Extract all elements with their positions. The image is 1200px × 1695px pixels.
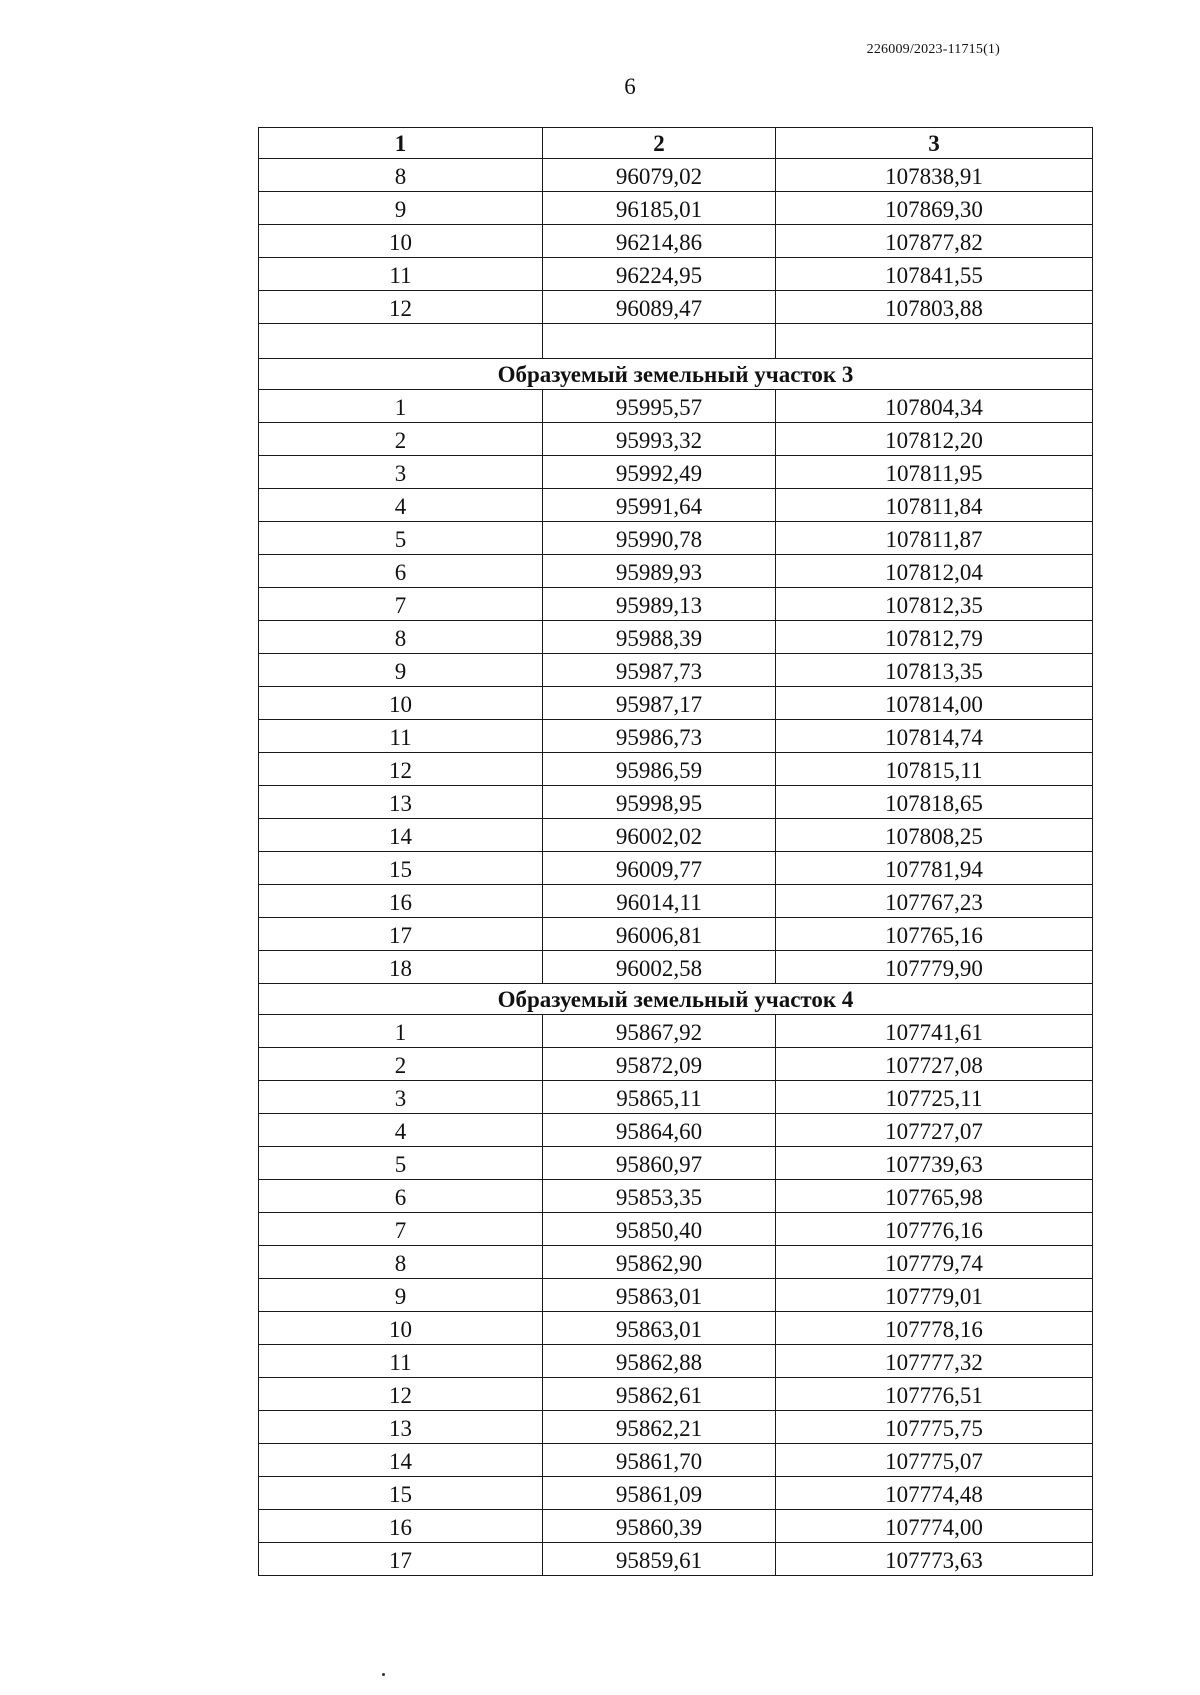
- table-row: [259, 1015, 1093, 1048]
- table-row: [259, 1345, 1093, 1378]
- point-number-cell: 15: [259, 852, 543, 885]
- x-coordinate-cell: 96079,02: [543, 159, 776, 192]
- point-number-cell: 13: [259, 786, 543, 819]
- table-row: [259, 456, 1093, 489]
- x-coordinate-cell: 95850,40: [543, 1213, 776, 1246]
- point-number-cell: 8: [259, 159, 543, 192]
- point-number-cell: 13: [259, 1411, 543, 1444]
- table-row: [259, 390, 1093, 423]
- y-coordinate-cell: 107808,25: [776, 819, 1093, 852]
- table-row: [259, 951, 1093, 984]
- y-coordinate-cell: 107841,55: [776, 258, 1093, 291]
- y-coordinate-cell: 107776,51: [776, 1378, 1093, 1411]
- point-number-cell: 12: [259, 753, 543, 786]
- x-coordinate-cell: 96185,01: [543, 192, 776, 225]
- x-coordinate-cell: 96089,47: [543, 291, 776, 324]
- x-coordinate-cell: 95861,70: [543, 1444, 776, 1477]
- table-row: [259, 753, 1093, 786]
- x-coordinate-cell: 95989,93: [543, 555, 776, 588]
- y-coordinate-cell: 107803,88: [776, 291, 1093, 324]
- table-row: [259, 423, 1093, 456]
- point-number-cell: 4: [259, 489, 543, 522]
- point-number-cell: 12: [259, 1378, 543, 1411]
- y-coordinate-cell: 107765,98: [776, 1180, 1093, 1213]
- y-coordinate-cell: 107815,11: [776, 753, 1093, 786]
- table-row: [259, 1114, 1093, 1147]
- x-coordinate-cell: 96014,11: [543, 885, 776, 918]
- y-coordinate-cell: 107781,94: [776, 852, 1093, 885]
- y-coordinate-cell: 107774,00: [776, 1510, 1093, 1543]
- x-coordinate-cell: 95995,57: [543, 390, 776, 423]
- table-row: [259, 522, 1093, 555]
- x-coordinate-cell: 95859,61: [543, 1543, 776, 1576]
- point-number-cell: 11: [259, 720, 543, 753]
- table-row: [259, 489, 1093, 522]
- table-row: [259, 1312, 1093, 1345]
- y-coordinate-cell: 107818,65: [776, 786, 1093, 819]
- x-coordinate-cell: 95989,13: [543, 588, 776, 621]
- table-row: [259, 720, 1093, 753]
- x-coordinate-cell: 95862,21: [543, 1411, 776, 1444]
- point-number-cell: 18: [259, 951, 543, 984]
- point-number-cell: 10: [259, 687, 543, 720]
- table-row: [259, 621, 1093, 654]
- point-number-cell: 6: [259, 555, 543, 588]
- point-number-cell: 7: [259, 1213, 543, 1246]
- x-coordinate-cell: 95862,61: [543, 1378, 776, 1411]
- y-coordinate-cell: 107767,23: [776, 885, 1093, 918]
- y-coordinate-cell: 107778,16: [776, 1312, 1093, 1345]
- point-number-cell: 8: [259, 1246, 543, 1279]
- x-coordinate-cell: 96214,86: [543, 225, 776, 258]
- y-coordinate-cell: 107812,79: [776, 621, 1093, 654]
- point-number-cell: 9: [259, 192, 543, 225]
- coordinates-table: [258, 127, 1093, 1576]
- x-coordinate-cell: 95862,88: [543, 1345, 776, 1378]
- y-coordinate-cell: 107813,35: [776, 654, 1093, 687]
- table-row: [259, 1180, 1093, 1213]
- point-number-cell: 17: [259, 1543, 543, 1576]
- y-coordinate-cell: 107877,82: [776, 225, 1093, 258]
- point-number-cell: 9: [259, 654, 543, 687]
- table-row: [259, 588, 1093, 621]
- y-coordinate-cell: 107776,16: [776, 1213, 1093, 1246]
- empty-cell: [776, 324, 1093, 359]
- x-coordinate-cell: 95861,09: [543, 1477, 776, 1510]
- table-row: [259, 1444, 1093, 1477]
- section-title: Образуемый земельный участок 4: [259, 984, 1093, 1015]
- y-coordinate-cell: 107814,74: [776, 720, 1093, 753]
- x-coordinate-cell: 96224,95: [543, 258, 776, 291]
- table-row: [259, 1411, 1093, 1444]
- table-body: [259, 159, 1093, 1576]
- y-coordinate-cell: 107812,20: [776, 423, 1093, 456]
- table-row: [259, 291, 1093, 324]
- point-number-cell: 5: [259, 522, 543, 555]
- x-coordinate-cell: 96002,58: [543, 951, 776, 984]
- table-row: [259, 225, 1093, 258]
- x-coordinate-cell: 95863,01: [543, 1312, 776, 1345]
- point-number-cell: 3: [259, 456, 543, 489]
- y-coordinate-cell: 107838,91: [776, 159, 1093, 192]
- x-coordinate-cell: 95864,60: [543, 1114, 776, 1147]
- x-coordinate-cell: 95987,17: [543, 687, 776, 720]
- x-coordinate-cell: 95860,39: [543, 1510, 776, 1543]
- column-header-3: 3: [776, 128, 1093, 159]
- table-row: [259, 687, 1093, 720]
- point-number-cell: 9: [259, 1279, 543, 1312]
- x-coordinate-cell: 95991,64: [543, 489, 776, 522]
- point-number-cell: 15: [259, 1477, 543, 1510]
- point-number-cell: 11: [259, 1345, 543, 1378]
- y-coordinate-cell: 107779,90: [776, 951, 1093, 984]
- table-row: [259, 1246, 1093, 1279]
- x-coordinate-cell: 95867,92: [543, 1015, 776, 1048]
- y-coordinate-cell: 107812,35: [776, 588, 1093, 621]
- document-number: 226009/2023-11715(1): [866, 42, 1000, 57]
- point-number-cell: 3: [259, 1081, 543, 1114]
- x-coordinate-cell: 95865,11: [543, 1081, 776, 1114]
- y-coordinate-cell: 107869,30: [776, 192, 1093, 225]
- table-row: [259, 819, 1093, 852]
- table-row: [259, 786, 1093, 819]
- y-coordinate-cell: 107774,48: [776, 1477, 1093, 1510]
- point-number-cell: 11: [259, 258, 543, 291]
- y-coordinate-cell: 107725,11: [776, 1081, 1093, 1114]
- column-header-1: 1: [259, 128, 543, 159]
- x-coordinate-cell: 95993,32: [543, 423, 776, 456]
- x-coordinate-cell: 95986,73: [543, 720, 776, 753]
- table-row: [259, 258, 1093, 291]
- x-coordinate-cell: 95990,78: [543, 522, 776, 555]
- point-number-cell: 14: [259, 1444, 543, 1477]
- x-coordinate-cell: 95992,49: [543, 456, 776, 489]
- table-row: [259, 1543, 1093, 1576]
- empty-cell: [259, 324, 543, 359]
- column-header-2: 2: [543, 128, 776, 159]
- y-coordinate-cell: 107775,75: [776, 1411, 1093, 1444]
- y-coordinate-cell: 107765,16: [776, 918, 1093, 951]
- table-row: [259, 918, 1093, 951]
- x-coordinate-cell: 95986,59: [543, 753, 776, 786]
- point-number-cell: 2: [259, 423, 543, 456]
- table-row: [259, 1213, 1093, 1246]
- table-row: [259, 654, 1093, 687]
- x-coordinate-cell: 95988,39: [543, 621, 776, 654]
- y-coordinate-cell: 107779,01: [776, 1279, 1093, 1312]
- y-coordinate-cell: 107727,08: [776, 1048, 1093, 1081]
- x-coordinate-cell: 95998,95: [543, 786, 776, 819]
- table-row: [259, 852, 1093, 885]
- x-coordinate-cell: 95987,73: [543, 654, 776, 687]
- point-number-cell: 7: [259, 588, 543, 621]
- y-coordinate-cell: 107739,63: [776, 1147, 1093, 1180]
- point-number-cell: 8: [259, 621, 543, 654]
- table-row: [259, 555, 1093, 588]
- x-coordinate-cell: 95862,90: [543, 1246, 776, 1279]
- table-row: [259, 1378, 1093, 1411]
- y-coordinate-cell: 107814,00: [776, 687, 1093, 720]
- y-coordinate-cell: 107811,95: [776, 456, 1093, 489]
- point-number-cell: 16: [259, 885, 543, 918]
- point-number-cell: 4: [259, 1114, 543, 1147]
- table-row: [259, 1279, 1093, 1312]
- table-row: [259, 1048, 1093, 1081]
- table-row: [259, 1510, 1093, 1543]
- x-coordinate-cell: 96009,77: [543, 852, 776, 885]
- y-coordinate-cell: 107811,84: [776, 489, 1093, 522]
- x-coordinate-cell: 95872,09: [543, 1048, 776, 1081]
- footer-mark: [382, 1673, 385, 1676]
- table-row: [259, 1477, 1093, 1510]
- table-row: [259, 885, 1093, 918]
- table-row: [259, 159, 1093, 192]
- point-number-cell: 16: [259, 1510, 543, 1543]
- y-coordinate-cell: 107804,34: [776, 390, 1093, 423]
- table-header-row: [259, 128, 1093, 159]
- section-title: Образуемый земельный участок 3: [259, 359, 1093, 390]
- y-coordinate-cell: 107811,87: [776, 522, 1093, 555]
- y-coordinate-cell: 107727,07: [776, 1114, 1093, 1147]
- y-coordinate-cell: 107777,32: [776, 1345, 1093, 1378]
- point-number-cell: 2: [259, 1048, 543, 1081]
- table-row: [259, 192, 1093, 225]
- y-coordinate-cell: 107741,61: [776, 1015, 1093, 1048]
- point-number-cell: 10: [259, 225, 543, 258]
- point-number-cell: 14: [259, 819, 543, 852]
- y-coordinate-cell: 107779,74: [776, 1246, 1093, 1279]
- y-coordinate-cell: 107812,04: [776, 555, 1093, 588]
- empty-cell: [543, 324, 776, 359]
- point-number-cell: 1: [259, 390, 543, 423]
- y-coordinate-cell: 107775,07: [776, 1444, 1093, 1477]
- section-header-row: [259, 984, 1093, 1015]
- page-number: 6: [624, 74, 636, 99]
- point-number-cell: 5: [259, 1147, 543, 1180]
- x-coordinate-cell: 95863,01: [543, 1279, 776, 1312]
- point-number-cell: 10: [259, 1312, 543, 1345]
- section-header-row: [259, 359, 1093, 390]
- point-number-cell: 6: [259, 1180, 543, 1213]
- x-coordinate-cell: 95853,35: [543, 1180, 776, 1213]
- x-coordinate-cell: 96002,02: [543, 819, 776, 852]
- table-row: [259, 1147, 1093, 1180]
- empty-row: [259, 324, 1093, 359]
- y-coordinate-cell: 107773,63: [776, 1543, 1093, 1576]
- x-coordinate-cell: 96006,81: [543, 918, 776, 951]
- x-coordinate-cell: 95860,97: [543, 1147, 776, 1180]
- point-number-cell: 17: [259, 918, 543, 951]
- point-number-cell: 1: [259, 1015, 543, 1048]
- point-number-cell: 12: [259, 291, 543, 324]
- table-row: [259, 1081, 1093, 1114]
